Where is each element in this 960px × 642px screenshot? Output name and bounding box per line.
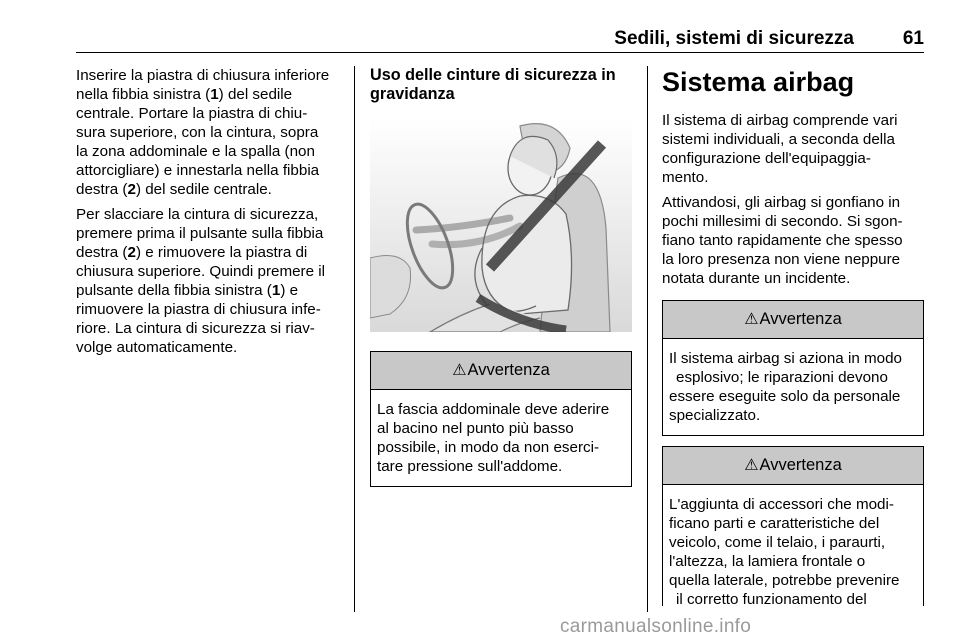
warning-box-accessories (662, 446, 924, 606)
warning-box-airbag-repair (662, 300, 924, 436)
column-3 (662, 66, 924, 606)
warning-body: L'aggiunta di accessori che modi- ficano parti e caratteristiche del veicolo, come il telaio, i paraurti, l'altezza, la lamiera frontale o quella laterale, potrebbe prevenire il corretto funzionamento del (669, 496, 900, 606)
watermark: carmanualsonline.info (560, 616, 752, 637)
page-number: 61 (902, 28, 924, 49)
paragraph-airbag-inflation: Attivandosi, gli airbag si gonfiano in pochi millesimi di secondo. Si sgon- fiano tanto rapidamente che spesso la loro presenza non viene neppure notata durante un incidente. (662, 194, 903, 287)
page-header (76, 22, 924, 53)
warning-box-pregnancy (370, 351, 632, 487)
column-divider-1 (354, 66, 355, 612)
warning-header: ⚠ Avvertenza (371, 352, 631, 390)
warning-triangle-icon: ⚠ (744, 457, 759, 474)
column-1 (76, 66, 342, 363)
warning-triangle-icon: ⚠ (452, 362, 467, 379)
column-2 (370, 66, 632, 487)
warning-body: Il sistema airbag si aziona in modo esplosivo; le riparazioni devono essere eseguite solo da personale specializzato. (669, 350, 902, 424)
warning-triangle-icon: ⚠ (744, 311, 759, 328)
pregnant-driver-illustration (370, 118, 632, 332)
paragraph-buckle-release: Per slacciare la cintura di sicurezza, premere prima il pulsante sulla fibbia destra (2) e rimuovere la piastra di chiusura superiore. Quindi premere il pulsante della fibbia sinistra (1) e rimuovere la piastra di chiusura infe- riore. La cintura di sicurezza si riav- volge automaticamente. (76, 206, 326, 356)
warning-header: ⚠ Avvertenza (663, 447, 923, 485)
section-title: Sedili, sistemi di sicurezza (614, 28, 854, 49)
pregnancy-heading: Uso delle cinture di sicurezza in gravidanza (370, 66, 616, 103)
paragraph-airbag-system: Il sistema di airbag comprende vari sistemi individuali, a seconda della configurazione dell'equipaggia- mento. (662, 112, 898, 186)
airbag-heading: Sistema airbag (662, 67, 855, 97)
paragraph-buckle-insert: Inserire la piastra di chiusura inferiore nella fibbia sinistra (1) del sedile centrale. Portare la piastra di chiu- sura superiore, con la cintura, sopra la zona addominale e la spalla (non attorcigliare) e innestarla nella fibbia destra (2) del sedile centrale. (76, 67, 330, 198)
warning-body: La fascia addominale deve aderire al bacino nel punto più basso possibile, in modo da non eserci- tare pressione sull'addome. (377, 401, 610, 475)
column-divider-2 (647, 66, 648, 612)
warning-header: ⚠ Avvertenza (663, 301, 923, 339)
